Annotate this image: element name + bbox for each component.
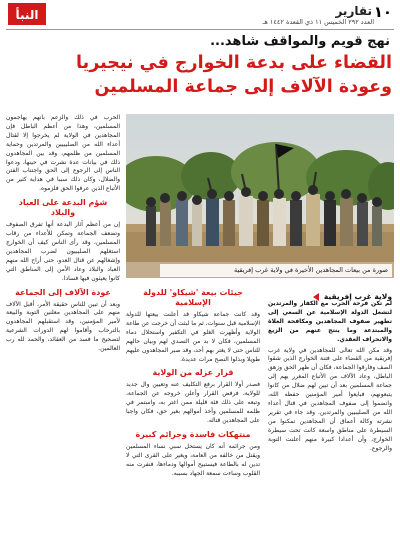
left-paragraph-1: الحرب في ذلك والزعم بأنهم يهاجمون المسلمين، وهذا من أعظم الباطل فإن المجاهدين في الولاية لم يخرجوا إلا لقتال أعداء الله من الصليبيين والمرتدين وحماية المسلمين من ظلمهم، وقد بين المجاهدون ذلك في بيانات عدة نشرت في حينها، ودعوا الناس إلى الرجوع إلى الحق واجتناب الفتن والضلال، وكان ذلك سببا في هداية كثير من الأتباع الذين عرفوا الحق فلزموه. (6, 114, 120, 193)
article-headline (8, 52, 392, 98)
left-subheading-2: عودة الآلاف إلى الجماعة (15, 287, 111, 297)
middle-paragraph-3: ومن جرائمه أنه كان يستحل سبي نساء المسلمين ويقتل من خالفه من العامة، ويغير على القرى التي لا تدين له بالطاعة فيستبيح أموالها ودماءها، فنفرت منه القلوب وساءت سمعة الجهاد بسببه. (126, 442, 260, 477)
middle-subheading-2: قرار عزله من الولاية (152, 368, 234, 378)
left-paragraph-2: إن من أعظم آثار البدعة أنها تفرق الصفوف وتضعف الجماعة وتمكن للأعداء من رقاب المسلمين، وقد رأى الناس كيف أن الخوارج استغلهم الصليبيون لضرب المجاهدين وإشغالهم عن قتال العدو، حتى أراح الله منهم العباد والبلاد وعاد الأمن إلى المناطق التي كانوا يعيثون فيها فسادا. (6, 221, 120, 282)
middle-paragraph-2: فصدر أولا القرار برفع التكليف عنه وتعيين وال جديد للولاية، فرفض القرار وأعلن خروجه عن الجماعة، وتبعه على ذلك فئة قليلة ممن اغتر به، واستمر في ظلمه للمسلمين وأخذ أموالهم بغير حق، فكان واجبا على المجاهدين قتاله. (126, 381, 260, 425)
publication-logo (8, 3, 46, 25)
headline-line-1: القضاء على بدعة الخوارج في نيجيريا (76, 53, 392, 73)
middle-subheading-1: جيئات بيعة 'شيكاو' للدولة الإسلامية (143, 288, 243, 307)
article-kicker: نهج قويم والمواقف شاهد... (210, 34, 390, 49)
right-paragraph: وقد مكن الله تعالى للمجاهدين في ولاية غرب إفريقية من القضاء على فتنة الخوارج الذين شقوا الصف وفارقوا الجماعة، فكان أن ظهر الحق وزهق الباطل، وعاد الآلاف من الأتباع المغرر بهم إلى جماعة المسلمين بعد أن تبين لهم ضلال من كانوا يتبعونهم، فبايعوا أمير المؤمنين حفظه الله، وانضموا إلى صفوف المجاهدين في قتال أعداء الله من الصليبيين والمرتدين. وقد جاء في تقرير نشرته وكالة أعماق أن المجاهدين تمكنوا من السيطرة على مناطق واسعة كانت تحت سيطرة الخوارج، وأن أعدادا كبيرة منهم أعلنت التوبة والرجوع. (268, 346, 392, 452)
right-lead-paragraph: لم تكن فرحة الحرب مع الكفار والمرتدين لتشغل الدولة الإسلامية عن السعي إلى تطهير صفوف المجاهدين ومكافحة الغلاة والمبتدعة وما ينتج عنهم من الزيغ والانحراف العقدي. (268, 300, 392, 343)
header-divider (6, 29, 394, 30)
middle-paragraph-1: وقد كانت جماعة شيكاو قد أعلنت بيعتها للدولة الإسلامية قبل سنوات، ثم ما لبثت أن خرجت عن طاعة الولاية وأظهرت الغلو في التكفير واستحلال دماء المسلمين، فكان لا بد من التصدي لهم وبيان حالهم للناس حتى لا يغتر بهم أحد، وقد صبر المجاهدون عليهم طويلا وبذلوا النصح مرات عديدة. (126, 311, 260, 363)
headline-line-2: وعودة الآلاف إلى جماعة المسلمين (94, 77, 392, 97)
middle-column (126, 284, 260, 554)
region-tag-label: ولاية غرب إفريقية (323, 292, 392, 301)
section-title: تقارير (335, 4, 372, 18)
article-photo (126, 114, 394, 278)
issue-line: العدد ٢٩٢ الخميس ١١ ذي القعدة ١٤٤٢ هـ (262, 18, 374, 26)
left-paragraph-3: وبعد أن تبين للناس حقيقة الأمر، أقبل الآلاف منهم على المجاهدين معلنين التوبة والبيعة لأمير المؤمنين، وقد استقبلهم المجاهدون بالترحاب وأقاموا لهم الدورات الشرعية لتصحيح ما فسد من العقائد، والحمد لله رب العالمين. (6, 300, 120, 353)
page-header (0, 0, 400, 30)
svg-text:النبأ: النبأ (15, 8, 39, 22)
page-number: ١٠ (373, 3, 392, 21)
left-subheading-1: شؤم البدعة على العباد والبلاد (18, 198, 108, 218)
photo-caption: صورة من بيعات المجاهدين الأخيرة في ولاية غرب إفريقية (160, 264, 392, 277)
right-column (268, 300, 392, 554)
middle-subheading-3: منتهكات فاسدة وجرائم كبيرة (135, 429, 251, 439)
left-column (6, 114, 120, 554)
